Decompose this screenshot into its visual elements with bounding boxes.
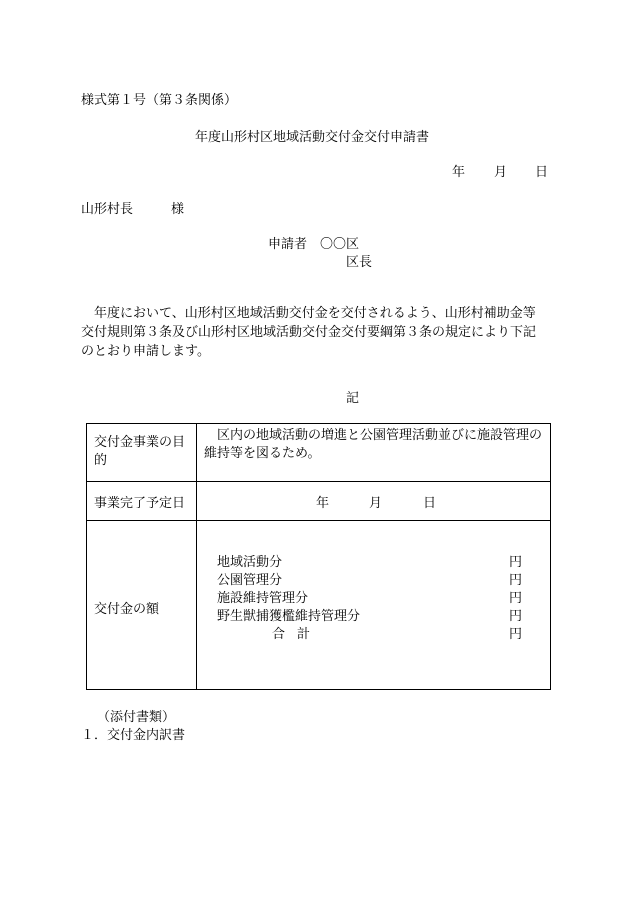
grant-details-table bbox=[86, 423, 551, 690]
purpose-label: 交付金事業の目的 bbox=[94, 435, 186, 468]
amount-item bbox=[217, 556, 522, 574]
amount-item-name: 公園管理分 bbox=[217, 573, 283, 588]
application-date-year: 年 bbox=[452, 165, 466, 180]
amount-item-name: 野生獣捕獲檻維持管理分 bbox=[217, 609, 361, 624]
amount-item-name: 地域活動分 bbox=[217, 555, 283, 570]
form-number: 様式第１号（第３条関係） bbox=[81, 93, 238, 108]
addressee-name: 山形村長 bbox=[81, 202, 134, 217]
amount-item bbox=[217, 610, 522, 628]
body-line: 交付規則第３条及び山形村区地域活動交付金交付要綱第３条の規定により下記 bbox=[81, 325, 537, 340]
completion-date-year: 年 bbox=[316, 496, 330, 511]
applicant-label: 申請者 bbox=[268, 237, 308, 252]
completion-date-day: 日 bbox=[423, 496, 437, 511]
table-column-divider bbox=[196, 424, 197, 689]
amount-item-unit: 円 bbox=[508, 573, 522, 588]
table-row-divider bbox=[87, 481, 550, 482]
application-date-day: 日 bbox=[535, 165, 549, 180]
amount-total-unit: 円 bbox=[508, 627, 522, 642]
application-body-text bbox=[81, 304, 553, 361]
amount-item-unit: 円 bbox=[508, 591, 522, 606]
addressee-honorific: 様 bbox=[171, 202, 185, 217]
amount-total bbox=[217, 628, 522, 646]
table-row-divider bbox=[87, 520, 550, 521]
applicant-district: 〇〇区 bbox=[320, 237, 360, 252]
amount-item-unit: 円 bbox=[508, 555, 522, 570]
amount-item-name: 施設維持管理分 bbox=[217, 591, 309, 606]
document-title: 年度山形村区地域活動交付金交付申請書 bbox=[195, 130, 430, 145]
amount-item-unit: 円 bbox=[508, 609, 522, 624]
ki-marker: 記 bbox=[346, 391, 360, 406]
grant-amount-label: 交付金の額 bbox=[94, 602, 160, 617]
amount-item bbox=[217, 574, 522, 592]
completion-date-month: 月 bbox=[369, 496, 383, 511]
purpose-value: 区内の地域活動の増進と公園管理活動並びに施設管理の維持等を図るため。 bbox=[204, 428, 543, 461]
amount-item bbox=[217, 592, 522, 610]
completion-date-label: 事業完了予定日 bbox=[94, 496, 186, 511]
amount-total-label: 合計 bbox=[272, 627, 323, 642]
body-line: 年度において、山形村区地域活動交付金を交付されるよう、山形村補助金等 bbox=[81, 306, 536, 321]
attachments-heading: （添付書類） bbox=[97, 710, 176, 725]
application-date-month: 月 bbox=[494, 165, 508, 180]
attachment-item: １．交付金内訳書 bbox=[81, 728, 186, 743]
body-line: のとおり申請します。 bbox=[81, 344, 210, 359]
applicant-head: 区長 bbox=[346, 255, 373, 270]
